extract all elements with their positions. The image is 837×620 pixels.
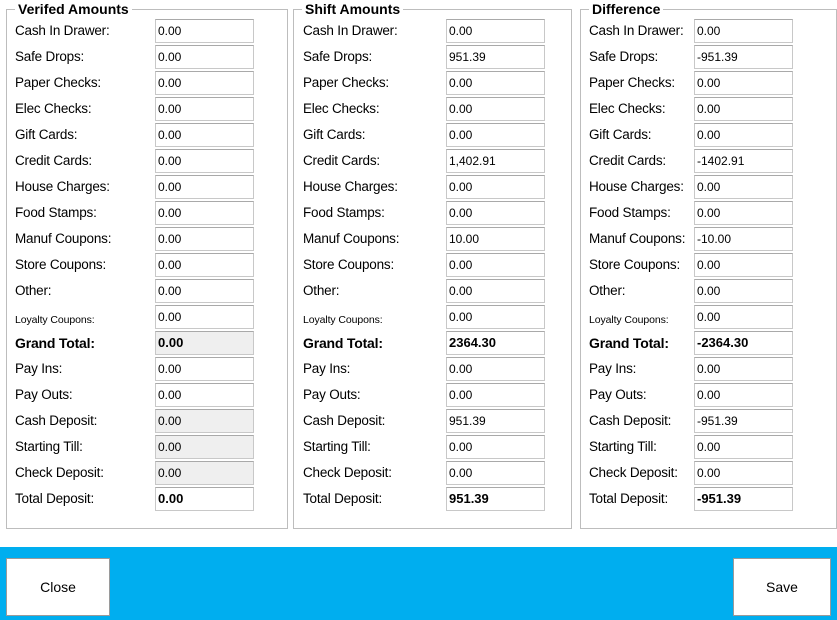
difference-gift_cards-field[interactable]: 0.00 xyxy=(694,123,793,147)
difference-credit_cards-field[interactable]: -1402.91 xyxy=(694,149,793,173)
shift-elec_checks-field[interactable]: 0.00 xyxy=(446,97,545,121)
row-cash_in_drawer xyxy=(294,19,571,45)
label-total_deposit: Total Deposit: xyxy=(303,491,382,506)
difference-manuf_coupons-field[interactable]: -10.00 xyxy=(694,227,793,251)
verified-starting_till-field: 0.00 xyxy=(155,435,254,459)
difference-safe_drops-field[interactable]: -951.39 xyxy=(694,45,793,69)
row-starting_till xyxy=(581,435,836,461)
row-grand_total xyxy=(7,331,287,357)
shift-other-field[interactable]: 0.00 xyxy=(446,279,545,303)
row-loyalty_coupons xyxy=(7,305,287,331)
verified-manuf_coupons-field[interactable]: 0.00 xyxy=(155,227,254,251)
row-pay_outs xyxy=(581,383,836,409)
row-starting_till xyxy=(7,435,287,461)
label-grand_total: Grand Total: xyxy=(303,335,383,351)
label-house_charges: House Charges: xyxy=(589,179,684,194)
label-manuf_coupons: Manuf Coupons: xyxy=(589,231,686,246)
row-other xyxy=(581,279,836,305)
row-total_deposit xyxy=(7,487,287,513)
label-gift_cards: Gift Cards: xyxy=(15,127,78,142)
shift-paper_checks-field[interactable]: 0.00 xyxy=(446,71,545,95)
verified-elec_checks-field[interactable]: 0.00 xyxy=(155,97,254,121)
row-credit_cards xyxy=(581,149,836,175)
row-cash_in_drawer xyxy=(7,19,287,45)
row-food_stamps xyxy=(581,201,836,227)
label-loyalty_coupons: Loyalty Coupons: xyxy=(15,314,95,326)
label-safe_drops: Safe Drops: xyxy=(15,49,85,64)
label-manuf_coupons: Manuf Coupons: xyxy=(303,231,400,246)
label-paper_checks: Paper Checks: xyxy=(589,75,675,90)
row-safe_drops xyxy=(7,45,287,71)
label-food_stamps: Food Stamps: xyxy=(303,205,385,220)
verified-other-field[interactable]: 0.00 xyxy=(155,279,254,303)
shift-total_deposit-field[interactable]: 951.39 xyxy=(446,487,545,511)
row-grand_total xyxy=(294,331,571,357)
row-manuf_coupons xyxy=(581,227,836,253)
row-total_deposit xyxy=(294,487,571,513)
label-starting_till: Starting Till: xyxy=(303,439,371,454)
label-safe_drops: Safe Drops: xyxy=(303,49,373,64)
close-button[interactable]: Close xyxy=(6,558,110,616)
difference-house_charges-field[interactable]: 0.00 xyxy=(694,175,793,199)
difference-loyalty_coupons-field[interactable]: 0.00 xyxy=(694,305,793,329)
row-manuf_coupons xyxy=(294,227,571,253)
verified-safe_drops-field[interactable]: 0.00 xyxy=(155,45,254,69)
verified-grand_total-field: 0.00 xyxy=(155,331,254,355)
label-store_coupons: Store Coupons: xyxy=(15,257,107,272)
label-check_deposit: Check Deposit: xyxy=(303,465,392,480)
row-cash_deposit xyxy=(581,409,836,435)
label-loyalty_coupons: Loyalty Coupons: xyxy=(589,314,669,326)
label-pay_ins: Pay Ins: xyxy=(15,361,63,376)
row-store_coupons xyxy=(294,253,571,279)
row-gift_cards xyxy=(294,123,571,149)
shift-check_deposit-field[interactable]: 0.00 xyxy=(446,461,545,485)
group-title-difference: Difference xyxy=(589,1,663,18)
label-total_deposit: Total Deposit: xyxy=(15,491,94,506)
row-check_deposit xyxy=(7,461,287,487)
label-house_charges: House Charges: xyxy=(303,179,398,194)
label-credit_cards: Credit Cards: xyxy=(589,153,666,168)
label-other: Other: xyxy=(589,283,626,298)
row-house_charges xyxy=(294,175,571,201)
label-elec_checks: Elec Checks: xyxy=(15,101,92,116)
label-cash_deposit: Cash Deposit: xyxy=(15,413,98,428)
label-pay_ins: Pay Ins: xyxy=(303,361,351,376)
shift-pay_ins-field[interactable]: 0.00 xyxy=(446,357,545,381)
label-pay_outs: Pay Outs: xyxy=(303,387,361,402)
verified-store_coupons-field[interactable]: 0.00 xyxy=(155,253,254,277)
label-cash_deposit: Cash Deposit: xyxy=(589,413,672,428)
label-credit_cards: Credit Cards: xyxy=(303,153,380,168)
label-manuf_coupons: Manuf Coupons: xyxy=(15,231,112,246)
row-food_stamps xyxy=(7,201,287,227)
verified-cash_in_drawer-field[interactable]: 0.00 xyxy=(155,19,254,43)
row-pay_ins xyxy=(581,357,836,383)
verified-house_charges-field[interactable]: 0.00 xyxy=(155,175,254,199)
shift-cash_in_drawer-field[interactable]: 0.00 xyxy=(446,19,545,43)
shift-grand_total-field[interactable]: 2364.30 xyxy=(446,331,545,355)
difference-store_coupons-field[interactable]: 0.00 xyxy=(694,253,793,277)
verified-credit_cards-field[interactable]: 0.00 xyxy=(155,149,254,173)
label-paper_checks: Paper Checks: xyxy=(303,75,389,90)
row-other xyxy=(294,279,571,305)
row-safe_drops xyxy=(294,45,571,71)
label-store_coupons: Store Coupons: xyxy=(303,257,395,272)
row-pay_outs xyxy=(7,383,287,409)
row-manuf_coupons xyxy=(7,227,287,253)
row-cash_deposit xyxy=(7,409,287,435)
row-check_deposit xyxy=(294,461,571,487)
label-cash_in_drawer: Cash In Drawer: xyxy=(589,23,684,38)
shift-loyalty_coupons-field[interactable]: 0.00 xyxy=(446,305,545,329)
label-starting_till: Starting Till: xyxy=(589,439,657,454)
row-paper_checks xyxy=(581,71,836,97)
difference-other-field[interactable]: 0.00 xyxy=(694,279,793,303)
shift-food_stamps-field[interactable]: 0.00 xyxy=(446,201,545,225)
difference-elec_checks-field[interactable]: 0.00 xyxy=(694,97,793,121)
label-cash_in_drawer: Cash In Drawer: xyxy=(15,23,110,38)
difference-food_stamps-field[interactable]: 0.00 xyxy=(694,201,793,225)
label-gift_cards: Gift Cards: xyxy=(589,127,652,142)
label-gift_cards: Gift Cards: xyxy=(303,127,366,142)
difference-paper_checks-field[interactable]: 0.00 xyxy=(694,71,793,95)
row-elec_checks xyxy=(581,97,836,123)
row-store_coupons xyxy=(7,253,287,279)
shift-safe_drops-field[interactable]: 951.39 xyxy=(446,45,545,69)
label-other: Other: xyxy=(15,283,52,298)
label-elec_checks: Elec Checks: xyxy=(303,101,380,116)
verified-food_stamps-field[interactable]: 0.00 xyxy=(155,201,254,225)
row-check_deposit xyxy=(581,461,836,487)
row-gift_cards xyxy=(7,123,287,149)
label-check_deposit: Check Deposit: xyxy=(15,465,104,480)
row-house_charges xyxy=(7,175,287,201)
verified-pay_ins-field[interactable]: 0.00 xyxy=(155,357,254,381)
verified-pay_outs-field[interactable]: 0.00 xyxy=(155,383,254,407)
row-credit_cards xyxy=(7,149,287,175)
label-pay_outs: Pay Outs: xyxy=(15,387,73,402)
row-pay_ins xyxy=(7,357,287,383)
shift-credit_cards-field[interactable]: 1,402.91 xyxy=(446,149,545,173)
verified-total_deposit-field[interactable]: 0.00 xyxy=(155,487,254,511)
save-button[interactable]: Save xyxy=(733,558,831,616)
label-house_charges: House Charges: xyxy=(15,179,110,194)
row-food_stamps xyxy=(294,201,571,227)
difference-pay_ins-field[interactable]: 0.00 xyxy=(694,357,793,381)
row-paper_checks xyxy=(294,71,571,97)
group-difference xyxy=(580,1,837,529)
label-paper_checks: Paper Checks: xyxy=(15,75,101,90)
row-total_deposit xyxy=(581,487,836,513)
verified-cash_deposit-field: 0.00 xyxy=(155,409,254,433)
row-store_coupons xyxy=(581,253,836,279)
difference-starting_till-field[interactable]: 0.00 xyxy=(694,435,793,459)
shift-pay_outs-field[interactable]: 0.00 xyxy=(446,383,545,407)
label-check_deposit: Check Deposit: xyxy=(589,465,678,480)
shift-cash_deposit-field[interactable]: 951.39 xyxy=(446,409,545,433)
label-cash_deposit: Cash Deposit: xyxy=(303,413,386,428)
group-title-shift: Shift Amounts xyxy=(302,1,403,18)
shift-gift_cards-field[interactable]: 0.00 xyxy=(446,123,545,147)
difference-cash_deposit-field[interactable]: -951.39 xyxy=(694,409,793,433)
verified-check_deposit-field: 0.00 xyxy=(155,461,254,485)
row-pay_ins xyxy=(294,357,571,383)
row-house_charges xyxy=(581,175,836,201)
row-gift_cards xyxy=(581,123,836,149)
verified-gift_cards-field[interactable]: 0.00 xyxy=(155,123,254,147)
row-starting_till xyxy=(294,435,571,461)
shift-starting_till-field[interactable]: 0.00 xyxy=(446,435,545,459)
difference-cash_in_drawer-field[interactable]: 0.00 xyxy=(694,19,793,43)
row-grand_total xyxy=(581,331,836,357)
label-total_deposit: Total Deposit: xyxy=(589,491,668,506)
row-loyalty_coupons xyxy=(581,305,836,331)
difference-check_deposit-field[interactable]: 0.00 xyxy=(694,461,793,485)
shift-house_charges-field[interactable]: 0.00 xyxy=(446,175,545,199)
shift-manuf_coupons-field[interactable]: 10.00 xyxy=(446,227,545,251)
verified-paper_checks-field[interactable]: 0.00 xyxy=(155,71,254,95)
label-other: Other: xyxy=(303,283,340,298)
difference-total_deposit-field[interactable]: -951.39 xyxy=(694,487,793,511)
label-grand_total: Grand Total: xyxy=(589,335,669,351)
label-credit_cards: Credit Cards: xyxy=(15,153,92,168)
label-store_coupons: Store Coupons: xyxy=(589,257,681,272)
label-grand_total: Grand Total: xyxy=(15,335,95,351)
shift-store_coupons-field[interactable]: 0.00 xyxy=(446,253,545,277)
label-pay_ins: Pay Ins: xyxy=(589,361,637,376)
row-pay_outs xyxy=(294,383,571,409)
label-loyalty_coupons: Loyalty Coupons: xyxy=(303,314,383,326)
label-food_stamps: Food Stamps: xyxy=(589,205,671,220)
difference-grand_total-field[interactable]: -2364.30 xyxy=(694,331,793,355)
row-elec_checks xyxy=(294,97,571,123)
verified-loyalty_coupons-field[interactable]: 0.00 xyxy=(155,305,254,329)
label-starting_till: Starting Till: xyxy=(15,439,83,454)
group-verified xyxy=(6,1,288,529)
difference-pay_outs-field[interactable]: 0.00 xyxy=(694,383,793,407)
label-food_stamps: Food Stamps: xyxy=(15,205,97,220)
bottom-action-bar xyxy=(0,547,837,620)
group-shift xyxy=(293,1,572,529)
row-other xyxy=(7,279,287,305)
group-title-verified: Verifed Amounts xyxy=(15,1,132,18)
row-safe_drops xyxy=(581,45,836,71)
row-paper_checks xyxy=(7,71,287,97)
row-credit_cards xyxy=(294,149,571,175)
row-cash_in_drawer xyxy=(581,19,836,45)
row-loyalty_coupons xyxy=(294,305,571,331)
label-cash_in_drawer: Cash In Drawer: xyxy=(303,23,398,38)
label-pay_outs: Pay Outs: xyxy=(589,387,647,402)
label-safe_drops: Safe Drops: xyxy=(589,49,659,64)
label-elec_checks: Elec Checks: xyxy=(589,101,666,116)
row-elec_checks xyxy=(7,97,287,123)
row-cash_deposit xyxy=(294,409,571,435)
